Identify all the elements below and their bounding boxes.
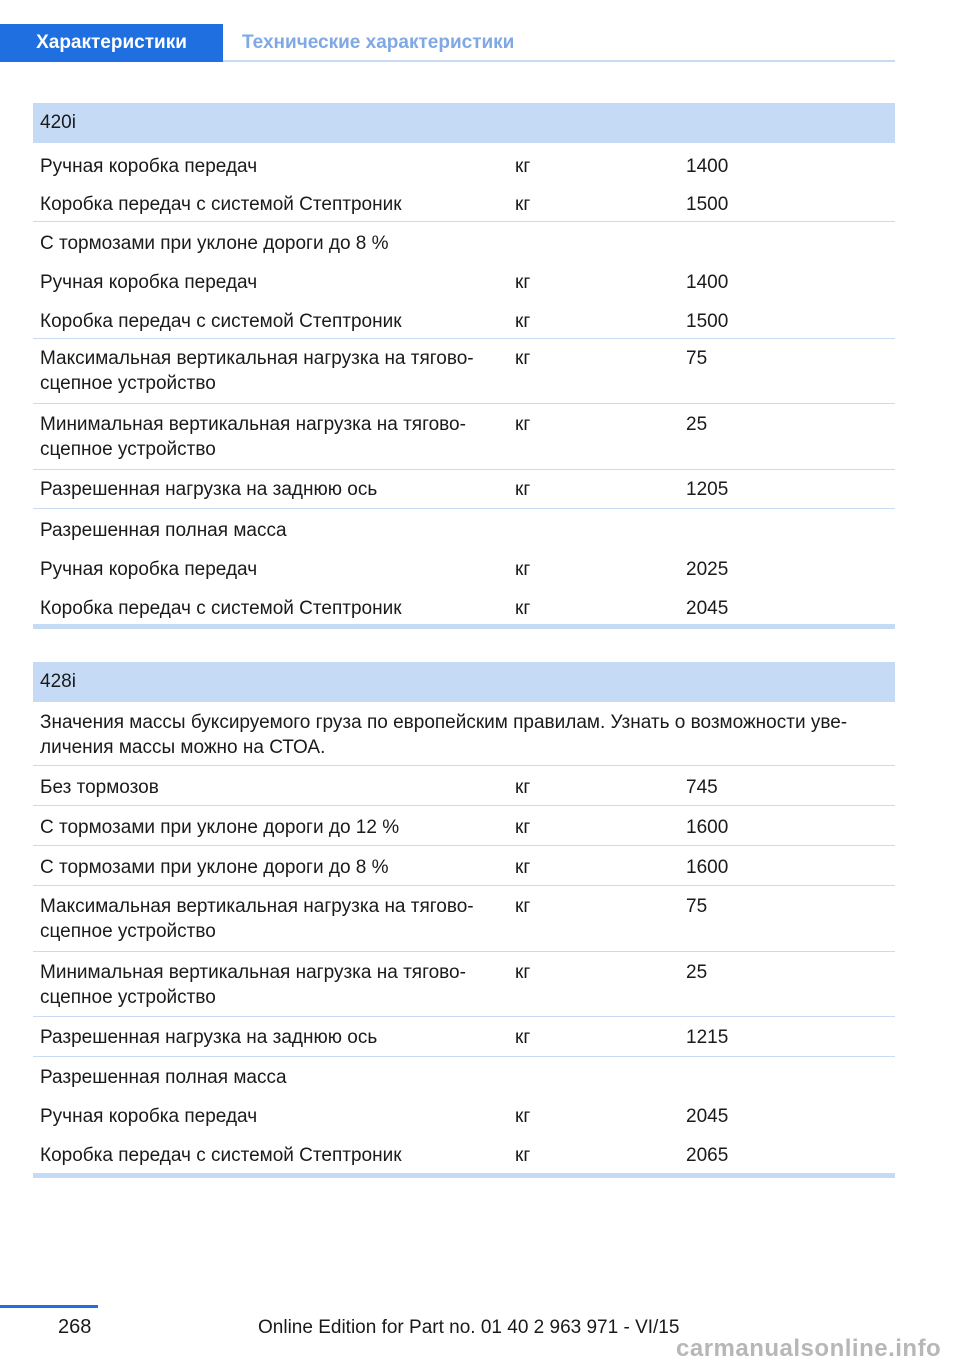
page-number: 268: [58, 1316, 92, 1338]
table-note-row: Значения массы буксируемого груза по европейским правилам. Узнать о возможности уве- личения массы можно на СТОА.: [33, 702, 895, 766]
table-row: Коробка передач с системой Стептроник кг 2065: [40, 1145, 729, 1166]
table-row: С тормозами при уклоне дороги до 8 % кг 1600: [33, 846, 895, 886]
table-subheader-row: Разрешенная полная масса: [40, 1067, 287, 1088]
table-row: Разрешенная нагрузка на заднюю ось кг 1205: [33, 470, 895, 509]
table-row: С тормозами при уклоне дороги до 12 % кг 1600: [33, 806, 895, 846]
table-bottom-border: [33, 624, 895, 629]
table-row: Коробка передач с системой Стептроник кг 1500: [33, 182, 895, 222]
table-row: Разрешенная нагрузка на заднюю ось кг 1215: [33, 1017, 895, 1057]
table-title: 428i: [33, 662, 895, 702]
spec-table-420i: [33, 103, 895, 629]
table-bottom-border: [33, 1173, 895, 1178]
spec-table-428i: [33, 662, 895, 1178]
table-row: Минимальная вертикальная нагрузка на тягово- сцепное устройство кг 25: [33, 952, 895, 1017]
edition-info: Online Edition for Part no. 01 40 2 963 971 - VI/15: [258, 1317, 680, 1338]
table-row: Без тормозов кг 745: [33, 766, 895, 806]
table-row: Минимальная вертикальная нагрузка на тягово- сцепное устройство кг 25: [33, 404, 895, 470]
table-title: 420i: [33, 103, 895, 143]
section-tab-characteristics[interactable]: Характеристики: [0, 24, 223, 62]
header-divider: [223, 60, 895, 62]
table-row: Ручная коробка передач кг 2045: [40, 1106, 729, 1127]
table-row: Коробка передач с системой Стептроник кг 1500: [33, 301, 895, 339]
watermark: carmanualsonline.info: [676, 1335, 942, 1362]
table-subheader-row: С тормозами при уклоне дороги до 8 %: [40, 233, 389, 254]
section-tab-technical-data[interactable]: Технические характеристики: [242, 32, 515, 53]
footer-accent-line: [0, 1305, 98, 1308]
page-header: [0, 24, 895, 62]
table-row: Ручная коробка передач кг 1400: [40, 272, 729, 293]
table-subheader-row: Разрешенная полная масса: [40, 520, 287, 541]
table-row: Коробка передач с системой Стептроник кг 2045: [40, 598, 729, 619]
table-row: Ручная коробка передач кг 1400: [40, 156, 729, 177]
table-row: Ручная коробка передач кг 2025: [40, 559, 729, 580]
table-row: Максимальная вертикальная нагрузка на тягово- сцепное устройство кг 75: [33, 339, 895, 404]
table-row: Максимальная вертикальная нагрузка на тягово- сцепное устройство кг 75: [33, 886, 895, 952]
